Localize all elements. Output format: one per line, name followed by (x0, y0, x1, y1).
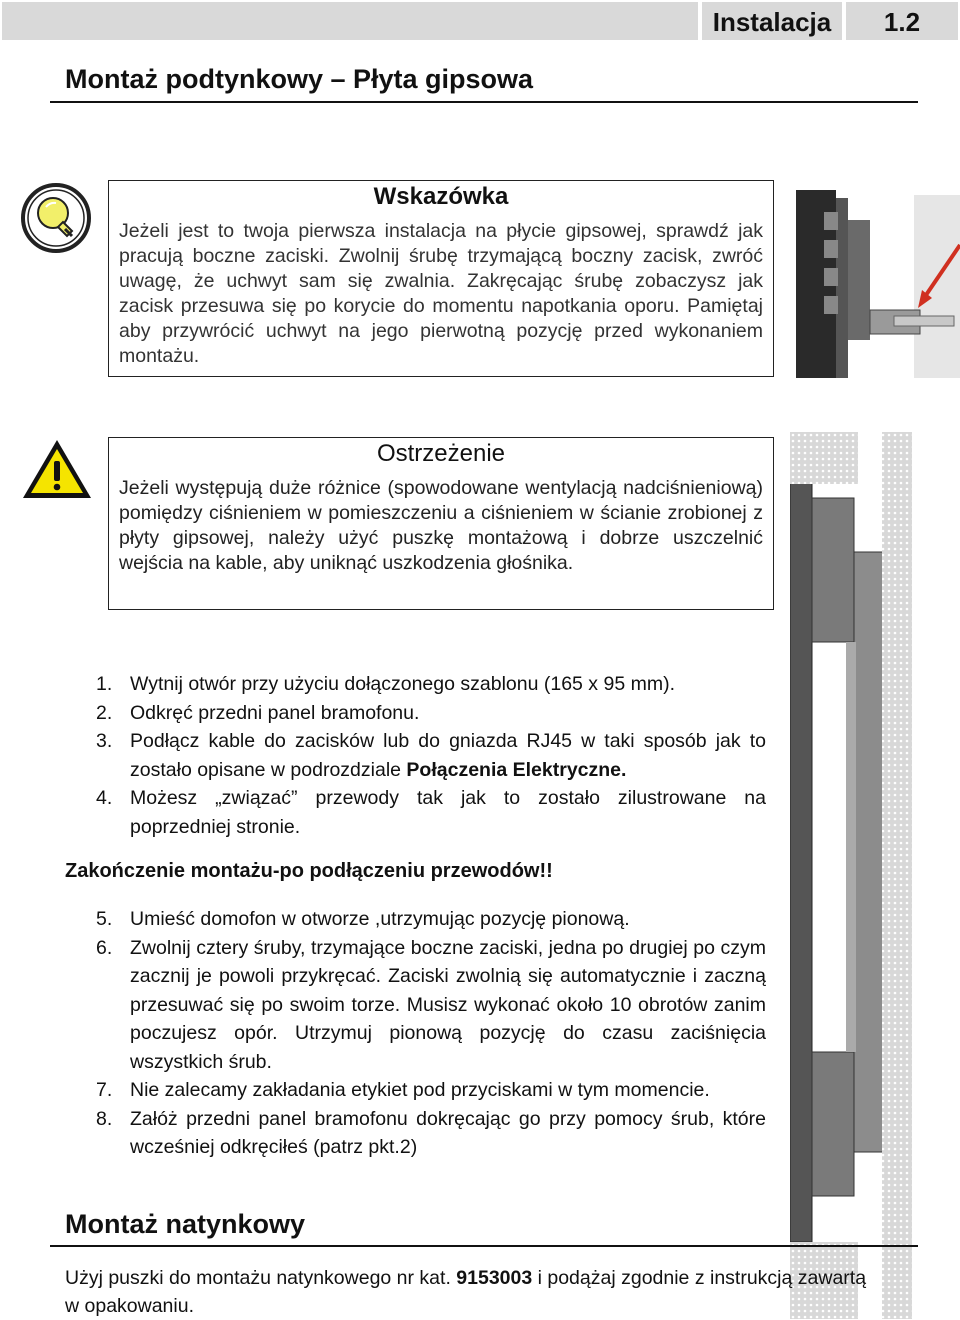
step-text: Załóż przedni panel bramofonu dokręcając go przy pomocy śrub, które wcześniej odkręciłeś (patrz pkt.2) (130, 1107, 766, 1158)
subheading: Zakończenie montażu-po podłączeniu przewodów!! (65, 860, 553, 882)
section-title-surface: Montaż natynkowy (65, 1209, 306, 1239)
step-number: 8. (96, 1107, 113, 1130)
list-item (96, 1105, 766, 1162)
list-item (96, 699, 766, 728)
step-number: 6. (96, 936, 113, 959)
step-text: Zwolnij cztery śruby, trzymające boczne zaciski, jedna po drugiej po czym zacznij je powoli przykręcać. Zaciski zwolnią się automatycznie i zaczną przesuwać się po swoim torze. Musisz wykonać około 10 obrotów zanim poczujesz opór. Utrzymuj pionową pozycję do czasu zaciśnięcia wszystkich śrub. (130, 936, 766, 1073)
list-item (96, 934, 766, 1077)
list-item (96, 784, 766, 841)
step-number: 4. (96, 787, 113, 809)
step-text: Odkręć przedni panel bramofonu. (130, 701, 420, 724)
section-label: Instalacja (702, 2, 842, 40)
step-number: 1. (96, 673, 113, 695)
step-text: Możesz „związać” przewody tak jak to zostało zilustrowane na poprzedniej stronie. (130, 787, 766, 838)
step-text-wrap (130, 727, 766, 784)
step-text: Wytnij otwór przy użyciu dołączonego szablonu (165 x 95 mm). (130, 673, 675, 695)
catalog-number: 9153003 (456, 1267, 533, 1289)
section-number: 1.2 (846, 2, 958, 40)
warning-box (108, 437, 774, 610)
step-text: Umieść domofon w otworze ,utrzymując pozycję pionową. (130, 908, 630, 930)
title-rule (50, 101, 918, 103)
steps-list-b (96, 905, 766, 1162)
final-paragraph (65, 1264, 885, 1320)
step-text: Nie zalecamy zakładania etykiet pod przyciskami w tym momencie. (130, 1079, 710, 1101)
step-number: 7. (96, 1079, 113, 1101)
tip-text: Jeżeli jest to twoja pierwsza instalacja na płycie gipsowej, sprawdź jak pracują boczne zaciski. Zwolnij śrubę trzymającą boczny zacisk, zwróć uwagę, że uchwyt sam się zwalnia. Zakręcając śrubę zobaczysz jak zacisk przesuwa się po korycie do momentu napotkania oporu. Pamiętaj aby przywrócić uchwyt na jego pierwotną pozycję przed wykonaniem montażu. (119, 220, 763, 367)
side-clamp-illustration (794, 190, 960, 380)
tip-title: Wskazówka (373, 183, 509, 210)
list-item (96, 727, 766, 784)
steps-list-a (96, 670, 766, 841)
list-item (96, 1076, 766, 1105)
list-item (96, 905, 766, 934)
list-item (96, 670, 766, 699)
wall-section-illustration (790, 432, 960, 1319)
step-number: 2. (96, 701, 113, 724)
step-reference: Połączenia Elektryczne. (406, 758, 627, 781)
page-title: Montaż podtynkowy – Płyta gipsowa (65, 64, 534, 94)
step-number: 3. (96, 730, 113, 752)
final-text-post: i podążaj zgodnie z instrukcją zawartą w opakowaniu. (65, 1267, 867, 1317)
tip-box (108, 180, 774, 377)
step-number: 5. (96, 908, 113, 930)
section-rule (50, 1245, 918, 1247)
final-text-pre: Użyj puszki do montażu natynkowego nr kat. (65, 1267, 457, 1289)
warning-icon (20, 437, 94, 501)
header-bar (0, 0, 960, 42)
header-blank (2, 2, 698, 40)
warning-title: Ostrzeżenie (376, 440, 506, 467)
step-text: Podłącz kable do zacisków lub do gniazda RJ45 w taki sposób jak to zostało opisane w podrozdziale (130, 730, 766, 781)
warning-text: Jeżeli występują duże różnice (spowodowane wentylacją nadciśnieniową) pomiędzy ciśnieniem w pomieszczeniu a ciśnieniem w ścianie zrobionej z płyty gipsowej, należy użyć puszkę montażową i dobrze uszczelnić wejścia na kable, aby uniknąć uszkodzenia głośnika. (119, 477, 763, 574)
lightbulb-icon (20, 183, 92, 253)
